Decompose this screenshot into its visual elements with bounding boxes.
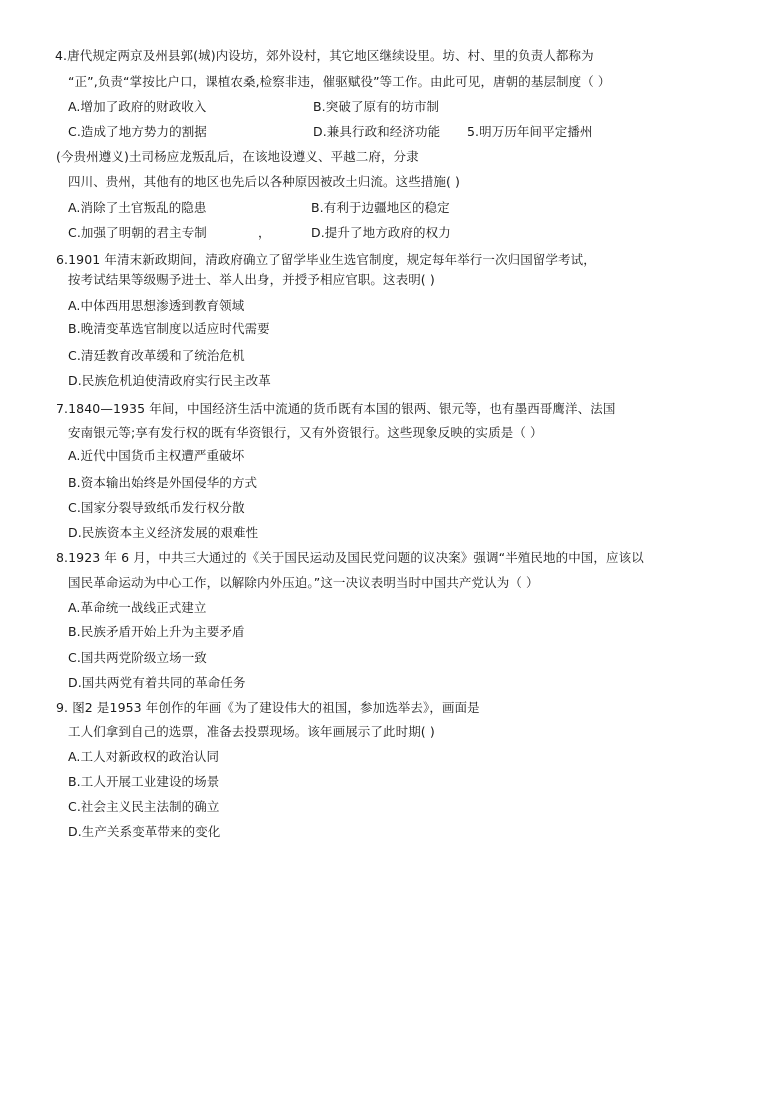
question-7-stem-line-1: 7.1840—1935 年间，中国经济生活中流通的货币既有本国的银两、银元等，也有墨西哥鹰洋、法国 [56, 401, 616, 416]
question-6-option-b[interactable]: B.晚清变革选官制度以适应时代需要 [68, 321, 270, 336]
question-9-stem-line-2: 工人们拿到自己的选票，准备去投票现场。该年画展示了此时期( ) [68, 724, 435, 739]
question-8-stem-line-1: 8.1923 年 6 月，中共三大通过的《关于国民运动及国民党问题的议决案》强调“半殖民地的中国，应该以 [56, 550, 644, 565]
question-4-option-b[interactable]: B.突破了原有的坊市制 [313, 99, 440, 114]
question-9-option-a[interactable]: A.工人对新政权的政治认同 [68, 749, 220, 764]
question-6-stem-line-1: 6.1901 年清末新政期间，清政府确立了留学毕业生选官制度，规定每年举行一次归国留学考试， [56, 252, 596, 267]
question-4-option-c[interactable]: C.造成了地方势力的割据 [68, 124, 207, 139]
question-6-option-c[interactable]: C.清廷教育改革缓和了统治危机 [68, 348, 245, 363]
question-7-option-b[interactable]: B.资本输出始终是外国侵华的方式 [68, 475, 258, 490]
question-7-option-a[interactable]: A.近代中国货币主权遭严重破坏 [68, 448, 245, 463]
question-8-option-a[interactable]: A.革命统一战线正式建立 [68, 600, 207, 615]
question-7-option-d[interactable]: D.民族资本主义经济发展的艰难性 [68, 525, 259, 540]
question-9-option-b[interactable]: B.工人开展工业建设的场景 [68, 774, 220, 789]
question-5-option-d[interactable]: D.提升了地方政府的权力 [311, 225, 451, 240]
question-8-option-c[interactable]: C.国共两党阶级立场一致 [68, 650, 207, 665]
question-5-option-a[interactable]: A.消除了土官叛乱的隐患 [68, 200, 207, 215]
question-8-stem-line-2: 国民革命运动为中心工作，以解除内外压迫。”这一决议表明当时中国共产党认为（ ） [68, 575, 539, 590]
question-4-stem-line-1: 4.唐代规定两京及州县郭(城)内设坊，郊外设村，其它地区继续设里。坊、村、里的负责人都称为 [55, 48, 594, 63]
question-4-stem-line-2: “正”,负责“掌按比户口，课植农桑,检察非违，催驱赋役”等工作。由此可见，唐朝的基层制度（ ） [68, 74, 611, 89]
question-5-stray-comma: ， [258, 225, 271, 240]
question-5-stem-line-3: 四川、贵州，其他有的地区也先后以各种原因被改土归流。这些措施( ) [68, 174, 461, 189]
question-9-option-c[interactable]: C.社会主义民主法制的确立 [68, 799, 220, 814]
question-6-stem-line-2: 按考试结果等级赐予进士、举人出身，并授予相应官职。这表明( ) [68, 272, 435, 287]
question-6-option-d[interactable]: D.民族危机迫使清政府实行民主改革 [68, 373, 271, 388]
question-8-option-d[interactable]: D.国共两党有着共同的革命任务 [68, 675, 246, 690]
question-9-option-d[interactable]: D.生产关系变革带来的变化 [68, 824, 221, 839]
question-8-option-b[interactable]: B.民族矛盾开始上升为主要矛盾 [68, 624, 245, 639]
question-9-stem-line-1: 9. 图2 是1953 年创作的年画《为了建设伟大的祖国，参加选举去》，画面是 [56, 700, 480, 715]
question-4-option-d[interactable]: D.兼具行政和经济功能 [313, 124, 441, 139]
question-7-stem-line-2: 安南银元等;享有发行权的既有华资银行，又有外资银行。这些现象反映的实质是（ ） [68, 425, 543, 440]
question-6-option-a[interactable]: A.中体西用思想渗透到教育领域 [68, 298, 245, 313]
question-4-option-a[interactable]: A.增加了政府的财政收入 [68, 99, 207, 114]
question-5-stem-line-1: 5.明万历年间平定播州 [467, 124, 593, 139]
question-5-option-c[interactable]: C.加强了明朝的君主专制 [68, 225, 207, 240]
question-7-option-c[interactable]: C.国家分裂导致纸币发行权分散 [68, 500, 245, 515]
question-5-stem-line-2: (今贵州遵义)土司杨应龙叛乱后，在该地设遵义、平越二府，分隶 [56, 149, 419, 164]
question-5-option-b[interactable]: B.有利于边疆地区的稳定 [311, 200, 450, 215]
